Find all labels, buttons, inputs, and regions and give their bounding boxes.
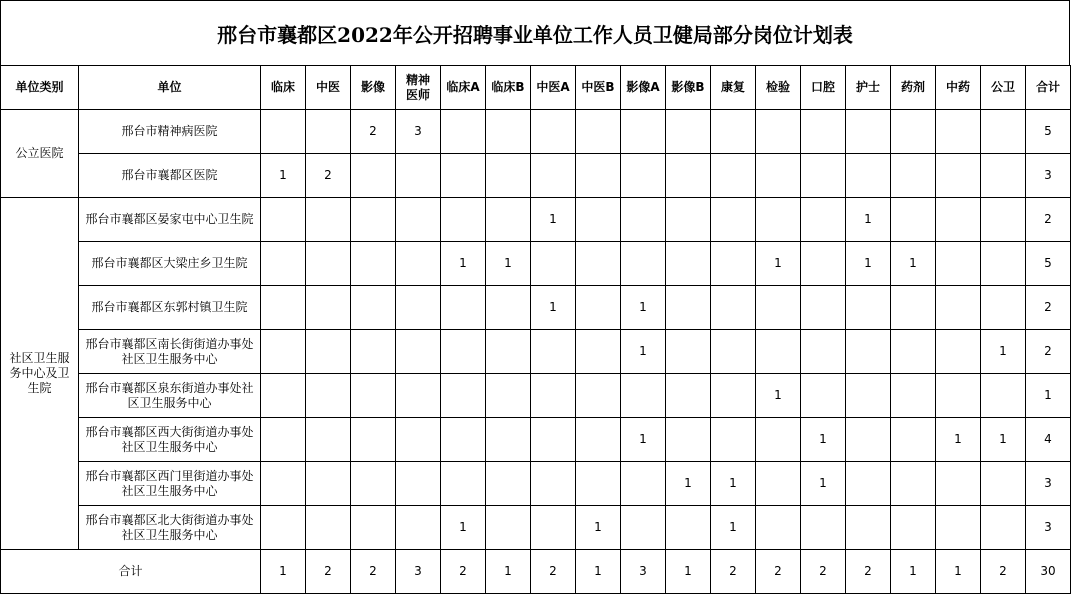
count-cell: 2 bbox=[1026, 330, 1071, 374]
count-cell bbox=[981, 374, 1026, 418]
count-cell bbox=[486, 418, 531, 462]
count-cell: 1 bbox=[891, 242, 936, 286]
total-cell: 2 bbox=[756, 550, 801, 594]
count-cell bbox=[936, 330, 981, 374]
total-cell: 30 bbox=[1026, 550, 1071, 594]
count-cell: 5 bbox=[1026, 110, 1071, 154]
count-cell bbox=[846, 462, 891, 506]
count-cell bbox=[621, 154, 666, 198]
header-position: 中医A bbox=[531, 66, 576, 110]
total-cell: 2 bbox=[441, 550, 486, 594]
total-cell: 3 bbox=[396, 550, 441, 594]
count-cell bbox=[576, 374, 621, 418]
total-cell: 1 bbox=[486, 550, 531, 594]
count-cell bbox=[576, 418, 621, 462]
count-cell bbox=[756, 286, 801, 330]
count-cell bbox=[981, 110, 1026, 154]
count-cell bbox=[441, 154, 486, 198]
count-cell bbox=[666, 330, 711, 374]
count-cell: 2 bbox=[1026, 286, 1071, 330]
count-cell: 1 bbox=[441, 506, 486, 550]
count-cell bbox=[531, 374, 576, 418]
count-cell bbox=[846, 418, 891, 462]
table-row bbox=[1, 374, 1071, 418]
count-cell bbox=[756, 198, 801, 242]
count-cell: 2 bbox=[1026, 198, 1071, 242]
total-cell: 2 bbox=[306, 550, 351, 594]
count-cell bbox=[351, 330, 396, 374]
header-position: 合计 bbox=[1026, 66, 1071, 110]
count-cell bbox=[261, 506, 306, 550]
count-cell bbox=[621, 242, 666, 286]
count-cell bbox=[486, 506, 531, 550]
count-cell bbox=[981, 286, 1026, 330]
header-position: 公卫 bbox=[981, 66, 1026, 110]
count-cell bbox=[711, 286, 756, 330]
count-cell bbox=[441, 110, 486, 154]
count-cell bbox=[756, 330, 801, 374]
count-cell: 1 bbox=[711, 506, 756, 550]
header-position: 中医B bbox=[576, 66, 621, 110]
count-cell bbox=[306, 506, 351, 550]
count-cell: 3 bbox=[1026, 506, 1071, 550]
count-cell bbox=[576, 198, 621, 242]
count-cell bbox=[756, 462, 801, 506]
count-cell bbox=[666, 242, 711, 286]
count-cell bbox=[621, 110, 666, 154]
count-cell bbox=[711, 374, 756, 418]
count-cell bbox=[486, 330, 531, 374]
count-cell: 1 bbox=[981, 418, 1026, 462]
header-position: 护士 bbox=[846, 66, 891, 110]
table-row bbox=[1, 154, 1071, 198]
count-cell: 4 bbox=[1026, 418, 1071, 462]
total-cell: 2 bbox=[846, 550, 891, 594]
count-cell bbox=[351, 286, 396, 330]
count-cell bbox=[711, 242, 756, 286]
count-cell bbox=[351, 418, 396, 462]
count-cell bbox=[396, 154, 441, 198]
count-cell bbox=[846, 154, 891, 198]
count-cell bbox=[846, 330, 891, 374]
count-cell bbox=[396, 242, 441, 286]
count-cell bbox=[756, 418, 801, 462]
count-cell bbox=[486, 286, 531, 330]
count-cell bbox=[261, 462, 306, 506]
header-position: 影像 bbox=[351, 66, 396, 110]
count-cell bbox=[666, 154, 711, 198]
count-cell: 1 bbox=[261, 154, 306, 198]
count-cell bbox=[711, 198, 756, 242]
count-cell bbox=[891, 330, 936, 374]
count-cell bbox=[531, 462, 576, 506]
count-cell bbox=[891, 506, 936, 550]
count-cell: 3 bbox=[1026, 154, 1071, 198]
count-cell bbox=[666, 110, 711, 154]
header-row bbox=[1, 66, 1071, 110]
category-cell: 公立医院 bbox=[1, 110, 79, 198]
count-cell bbox=[306, 198, 351, 242]
count-cell: 1 bbox=[801, 462, 846, 506]
count-cell bbox=[396, 418, 441, 462]
count-cell bbox=[801, 242, 846, 286]
header-position: 中药 bbox=[936, 66, 981, 110]
count-cell bbox=[261, 418, 306, 462]
count-cell bbox=[801, 154, 846, 198]
count-cell bbox=[981, 462, 1026, 506]
count-cell: 1 bbox=[711, 462, 756, 506]
count-cell bbox=[351, 198, 396, 242]
count-cell: 1 bbox=[846, 242, 891, 286]
count-cell bbox=[486, 198, 531, 242]
count-cell bbox=[576, 242, 621, 286]
count-cell: 1 bbox=[801, 418, 846, 462]
count-cell: 1 bbox=[441, 242, 486, 286]
total-cell: 3 bbox=[621, 550, 666, 594]
count-cell bbox=[576, 330, 621, 374]
count-cell bbox=[936, 242, 981, 286]
total-cell: 1 bbox=[666, 550, 711, 594]
count-cell: 1 bbox=[846, 198, 891, 242]
count-cell: 1 bbox=[531, 198, 576, 242]
count-cell: 3 bbox=[396, 110, 441, 154]
count-cell bbox=[396, 330, 441, 374]
count-cell bbox=[441, 418, 486, 462]
unit-name-cell: 邢台市襄都区北大街街道办事处社区卫生服务中心 bbox=[79, 506, 261, 550]
table-title: 邢台市襄都区2022年公开招聘事业单位工作人员卫健局部分岗位计划表 bbox=[0, 0, 1070, 66]
count-cell bbox=[261, 242, 306, 286]
count-cell bbox=[261, 110, 306, 154]
header-position: 临床 bbox=[261, 66, 306, 110]
count-cell bbox=[396, 198, 441, 242]
total-cell: 2 bbox=[531, 550, 576, 594]
count-cell bbox=[891, 418, 936, 462]
count-cell bbox=[351, 154, 396, 198]
count-cell bbox=[846, 506, 891, 550]
count-cell bbox=[351, 374, 396, 418]
unit-name-cell: 邢台市襄都区泉东街道办事处社区卫生服务中心 bbox=[79, 374, 261, 418]
count-cell bbox=[531, 418, 576, 462]
count-cell bbox=[666, 286, 711, 330]
header-position: 康复 bbox=[711, 66, 756, 110]
count-cell: 1 bbox=[486, 242, 531, 286]
header-position: 影像A bbox=[621, 66, 666, 110]
totals-row bbox=[1, 550, 1071, 594]
header-position: 影像B bbox=[666, 66, 711, 110]
count-cell: 5 bbox=[1026, 242, 1071, 286]
total-cell: 2 bbox=[801, 550, 846, 594]
count-cell bbox=[261, 286, 306, 330]
count-cell bbox=[936, 154, 981, 198]
count-cell: 1 bbox=[621, 286, 666, 330]
total-cell: 2 bbox=[711, 550, 756, 594]
count-cell bbox=[711, 154, 756, 198]
count-cell bbox=[576, 110, 621, 154]
count-cell bbox=[306, 242, 351, 286]
count-cell bbox=[306, 462, 351, 506]
count-cell bbox=[306, 418, 351, 462]
count-cell bbox=[891, 110, 936, 154]
header-position: 临床A bbox=[441, 66, 486, 110]
total-cell: 2 bbox=[981, 550, 1026, 594]
count-cell bbox=[576, 286, 621, 330]
count-cell: 2 bbox=[351, 110, 396, 154]
count-cell bbox=[531, 242, 576, 286]
count-cell bbox=[846, 110, 891, 154]
count-cell bbox=[441, 330, 486, 374]
count-cell bbox=[846, 374, 891, 418]
count-cell bbox=[981, 154, 1026, 198]
recruitment-plan-table bbox=[0, 65, 1071, 594]
count-cell bbox=[981, 198, 1026, 242]
count-cell: 1 bbox=[756, 242, 801, 286]
header-position: 药剂 bbox=[891, 66, 936, 110]
count-cell bbox=[261, 330, 306, 374]
table-row bbox=[1, 286, 1071, 330]
count-cell bbox=[306, 330, 351, 374]
count-cell bbox=[891, 286, 936, 330]
count-cell bbox=[576, 462, 621, 506]
table-row bbox=[1, 330, 1071, 374]
count-cell bbox=[756, 110, 801, 154]
count-cell: 1 bbox=[666, 462, 711, 506]
count-cell bbox=[891, 154, 936, 198]
count-cell bbox=[801, 374, 846, 418]
unit-name-cell: 邢台市襄都区西门里街道办事处社区卫生服务中心 bbox=[79, 462, 261, 506]
count-cell bbox=[396, 286, 441, 330]
count-cell bbox=[666, 374, 711, 418]
total-cell: 1 bbox=[576, 550, 621, 594]
table-row bbox=[1, 418, 1071, 462]
count-cell bbox=[306, 374, 351, 418]
count-cell bbox=[261, 374, 306, 418]
unit-name-cell: 邢台市襄都区晏家屯中心卫生院 bbox=[79, 198, 261, 242]
count-cell bbox=[936, 286, 981, 330]
count-cell bbox=[846, 286, 891, 330]
count-cell bbox=[621, 462, 666, 506]
count-cell: 2 bbox=[306, 154, 351, 198]
unit-name-cell: 邢台市襄都区南长街街道办事处社区卫生服务中心 bbox=[79, 330, 261, 374]
header-unit: 单位 bbox=[79, 66, 261, 110]
count-cell bbox=[531, 330, 576, 374]
count-cell bbox=[801, 286, 846, 330]
count-cell bbox=[441, 462, 486, 506]
count-cell bbox=[621, 198, 666, 242]
count-cell bbox=[351, 462, 396, 506]
total-cell: 1 bbox=[936, 550, 981, 594]
count-cell bbox=[936, 462, 981, 506]
total-cell: 1 bbox=[261, 550, 306, 594]
count-cell bbox=[396, 506, 441, 550]
count-cell bbox=[396, 462, 441, 506]
count-cell: 3 bbox=[1026, 462, 1071, 506]
count-cell: 1 bbox=[936, 418, 981, 462]
count-cell bbox=[891, 462, 936, 506]
table-row bbox=[1, 198, 1071, 242]
header-category: 单位类别 bbox=[1, 66, 79, 110]
count-cell bbox=[531, 154, 576, 198]
total-cell: 2 bbox=[351, 550, 396, 594]
count-cell bbox=[756, 506, 801, 550]
unit-name-cell: 邢台市襄都区西大街街道办事处社区卫生服务中心 bbox=[79, 418, 261, 462]
count-cell: 1 bbox=[531, 286, 576, 330]
unit-name-cell: 邢台市襄都区医院 bbox=[79, 154, 261, 198]
count-cell bbox=[306, 110, 351, 154]
count-cell: 1 bbox=[1026, 374, 1071, 418]
count-cell bbox=[486, 154, 531, 198]
count-cell bbox=[981, 242, 1026, 286]
header-position: 临床B bbox=[486, 66, 531, 110]
header-position: 精神 医师 bbox=[396, 66, 441, 110]
table-row bbox=[1, 462, 1071, 506]
count-cell bbox=[621, 506, 666, 550]
count-cell bbox=[351, 242, 396, 286]
count-cell bbox=[936, 110, 981, 154]
count-cell bbox=[621, 374, 666, 418]
count-cell bbox=[351, 506, 396, 550]
count-cell bbox=[531, 110, 576, 154]
count-cell bbox=[441, 198, 486, 242]
count-cell bbox=[666, 198, 711, 242]
count-cell bbox=[711, 330, 756, 374]
table-row bbox=[1, 506, 1071, 550]
count-cell bbox=[531, 506, 576, 550]
total-cell: 1 bbox=[891, 550, 936, 594]
table-row bbox=[1, 110, 1071, 154]
count-cell bbox=[711, 110, 756, 154]
count-cell bbox=[891, 374, 936, 418]
count-cell bbox=[576, 154, 621, 198]
unit-name-cell: 邢台市精神病医院 bbox=[79, 110, 261, 154]
count-cell: 1 bbox=[981, 330, 1026, 374]
count-cell bbox=[801, 506, 846, 550]
count-cell bbox=[486, 462, 531, 506]
count-cell bbox=[441, 286, 486, 330]
count-cell bbox=[666, 506, 711, 550]
count-cell: 1 bbox=[621, 418, 666, 462]
count-cell bbox=[936, 506, 981, 550]
unit-name-cell: 邢台市襄都区东郭村镇卫生院 bbox=[79, 286, 261, 330]
count-cell bbox=[936, 198, 981, 242]
unit-name-cell: 邢台市襄都区大梁庄乡卫生院 bbox=[79, 242, 261, 286]
header-position: 中医 bbox=[306, 66, 351, 110]
count-cell: 1 bbox=[756, 374, 801, 418]
header-position: 口腔 bbox=[801, 66, 846, 110]
count-cell bbox=[261, 198, 306, 242]
count-cell bbox=[441, 374, 486, 418]
count-cell bbox=[981, 506, 1026, 550]
header-position: 检验 bbox=[756, 66, 801, 110]
count-cell bbox=[486, 374, 531, 418]
count-cell bbox=[711, 418, 756, 462]
table-row bbox=[1, 242, 1071, 286]
count-cell bbox=[936, 374, 981, 418]
category-cell: 社区卫生服务中心及卫生院 bbox=[1, 198, 79, 550]
totals-label: 合计 bbox=[1, 550, 261, 594]
count-cell: 1 bbox=[576, 506, 621, 550]
count-cell bbox=[666, 418, 711, 462]
count-cell bbox=[891, 198, 936, 242]
count-cell bbox=[801, 110, 846, 154]
count-cell bbox=[801, 198, 846, 242]
count-cell: 1 bbox=[621, 330, 666, 374]
count-cell bbox=[486, 110, 531, 154]
count-cell bbox=[756, 154, 801, 198]
count-cell bbox=[306, 286, 351, 330]
count-cell bbox=[396, 374, 441, 418]
count-cell bbox=[801, 330, 846, 374]
